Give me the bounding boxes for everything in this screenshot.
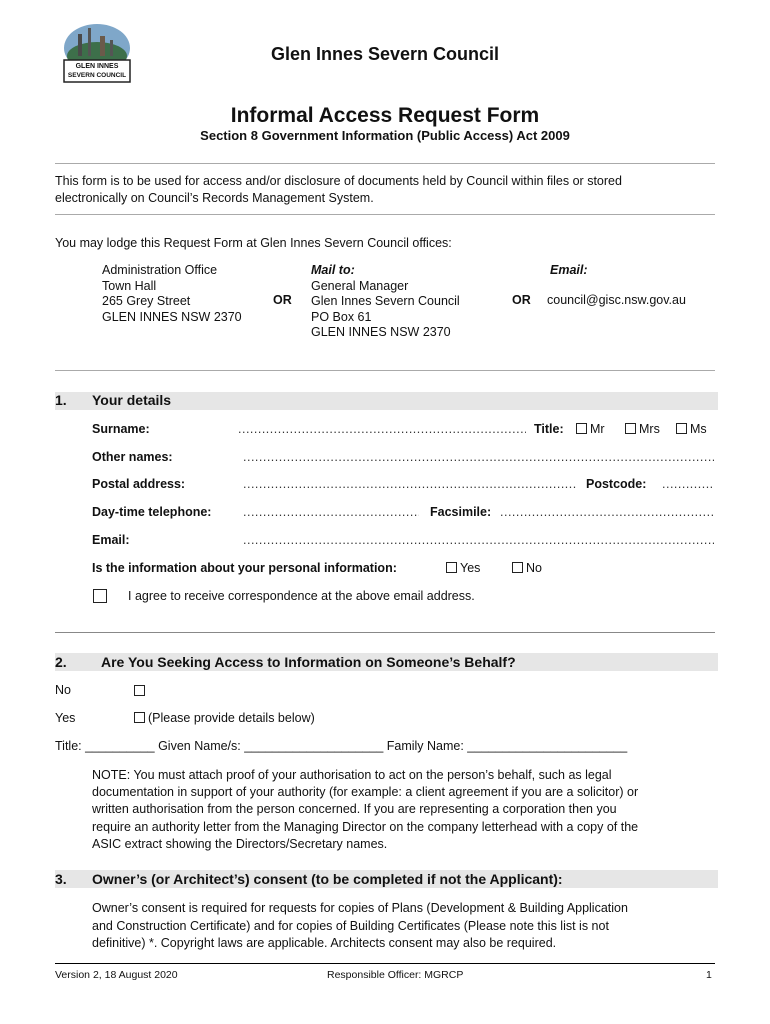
- or-label: OR: [273, 293, 292, 307]
- note-line: require an authority letter from the Managing Director on the company letterhead with a copy of the: [92, 819, 639, 834]
- personal-info-question: Is the information about your personal information:: [92, 561, 397, 575]
- title-option-mr[interactable]: [576, 422, 605, 436]
- lodge-text: You may lodge this Request Form at Glen Innes Severn Council offices:: [55, 236, 452, 250]
- agree-checkbox[interactable]: [93, 589, 107, 603]
- title-label: Title:: [534, 422, 564, 436]
- behalf-yes-option[interactable]: [134, 711, 315, 725]
- council-email: council@gisc.nsw.gov.au: [547, 293, 686, 307]
- surname-field[interactable]: [238, 422, 526, 436]
- postcode-label: Postcode:: [586, 477, 647, 491]
- email-heading: Email:: [550, 263, 588, 277]
- note-line: written authorisation from the person concerned. If you are representing a corporation then you: [92, 802, 617, 817]
- behalf-details-line[interactable]: Title: __________ Given Name/s: ____________________ Family Name: _______________________: [55, 739, 628, 753]
- section3-number: 3.: [55, 871, 67, 887]
- option-label: (Please provide details below): [148, 711, 315, 725]
- intro-line1: This form is to be used for access and/or disclosure of documents held by Council within files or stored: [55, 174, 622, 188]
- note-line: NOTE: You must attach proof of your authorisation to act on the person’s behalf, such as legal: [92, 768, 612, 782]
- mail-heading: Mail to:: [311, 263, 355, 277]
- checkbox[interactable]: [512, 562, 523, 573]
- behalf-note: [92, 767, 638, 853]
- other-names-field[interactable]: [243, 450, 714, 464]
- checkbox[interactable]: [446, 562, 457, 573]
- form-title: Informal Access Request Form: [230, 104, 540, 127]
- note-line: ASIC extract showing the Directors/Secretary names.: [92, 836, 388, 851]
- council-name: Glen Innes Severn Council: [270, 44, 500, 64]
- mail-line: General Manager: [311, 278, 409, 293]
- option-label: Yes: [460, 561, 481, 575]
- other-names-label: Other names:: [92, 450, 173, 464]
- facsimile-label: Facsimile:: [430, 505, 492, 519]
- footer-version: Version 2, 18 August 2020: [55, 969, 178, 981]
- behalf-no-label: No: [55, 683, 71, 697]
- note-line: documentation in support of your authority (for example: a client agreement if you are a solicitor) or: [92, 785, 639, 800]
- behalf-no-checkbox[interactable]: [134, 684, 148, 698]
- divider: [55, 632, 715, 633]
- divider: [55, 214, 715, 215]
- office-line: Administration Office: [102, 263, 218, 277]
- divider: [55, 163, 715, 164]
- option-label: Mrs: [639, 422, 660, 436]
- text-line: definitive) *. Copyright laws are applicable. Architects consent may also be required.: [92, 936, 557, 950]
- checkbox[interactable]: [576, 423, 587, 434]
- personal-yes-option[interactable]: [446, 561, 480, 575]
- postal-address-field[interactable]: [243, 477, 577, 491]
- checkbox[interactable]: [625, 423, 636, 434]
- telephone-field[interactable]: [243, 505, 419, 519]
- mail-line: PO Box 61: [311, 309, 372, 324]
- footer-divider: [55, 963, 715, 964]
- checkbox[interactable]: [676, 423, 687, 434]
- section2-number: 2.: [55, 654, 67, 670]
- option-label: No: [526, 561, 542, 575]
- agree-text: I agree to receive correspondence at the above email address.: [128, 589, 475, 603]
- text-line: Owner’s consent is required for requests for copies of Plans (Development & Building Application: [92, 901, 628, 915]
- office-address: [102, 263, 242, 325]
- telephone-label: Day-time telephone:: [92, 505, 212, 519]
- logo-text-line2: SEVERN COUNCIL: [67, 72, 127, 79]
- intro-line2: electronically on Council’s Records Management System.: [55, 191, 374, 205]
- title-option-ms[interactable]: [676, 422, 707, 436]
- text-line: and Construction Certificate) and for copies of Building Certificates (Please note this list is not: [92, 918, 609, 933]
- office-line: GLEN INNES NSW 2370: [102, 309, 242, 324]
- section3-text: [92, 900, 628, 953]
- footer-officer: Responsible Officer: MGRCP: [327, 969, 464, 981]
- or-label: OR: [512, 293, 531, 307]
- facsimile-field[interactable]: [500, 505, 714, 519]
- behalf-yes-label: Yes: [55, 711, 76, 725]
- section2-title: Are You Seeking Access to Information on Someone’s Behalf?: [101, 654, 516, 670]
- option-label: Mr: [590, 422, 605, 436]
- logo-text-line1: GLEN INNES: [75, 63, 119, 70]
- checkbox[interactable]: [134, 685, 145, 696]
- divider: [55, 370, 715, 371]
- mail-line: Glen Innes Severn Council: [311, 294, 460, 308]
- office-line: Town Hall: [102, 278, 157, 293]
- mail-line: GLEN INNES NSW 2370: [311, 325, 451, 339]
- office-line: 265 Grey Street: [102, 294, 191, 308]
- mail-address: [311, 263, 460, 341]
- email-field[interactable]: [243, 533, 714, 547]
- title-option-mrs[interactable]: [625, 422, 660, 436]
- personal-no-option[interactable]: [512, 561, 542, 575]
- checkbox[interactable]: [134, 712, 145, 723]
- postal-address-label: Postal address:: [92, 477, 186, 491]
- section1-title: Your details: [92, 392, 172, 408]
- postcode-field[interactable]: [662, 477, 714, 491]
- surname-label: Surname:: [92, 422, 150, 436]
- option-label: Ms: [690, 422, 707, 436]
- form-subtitle: Section 8 Government Information (Public Access) Act 2009: [200, 128, 570, 143]
- section3-title: Owner’s (or Architect’s) consent (to be completed if not the Applicant):: [92, 871, 563, 887]
- email-label: Email:: [92, 533, 130, 547]
- page-number: 1: [706, 969, 712, 981]
- section1-number: 1.: [55, 392, 67, 408]
